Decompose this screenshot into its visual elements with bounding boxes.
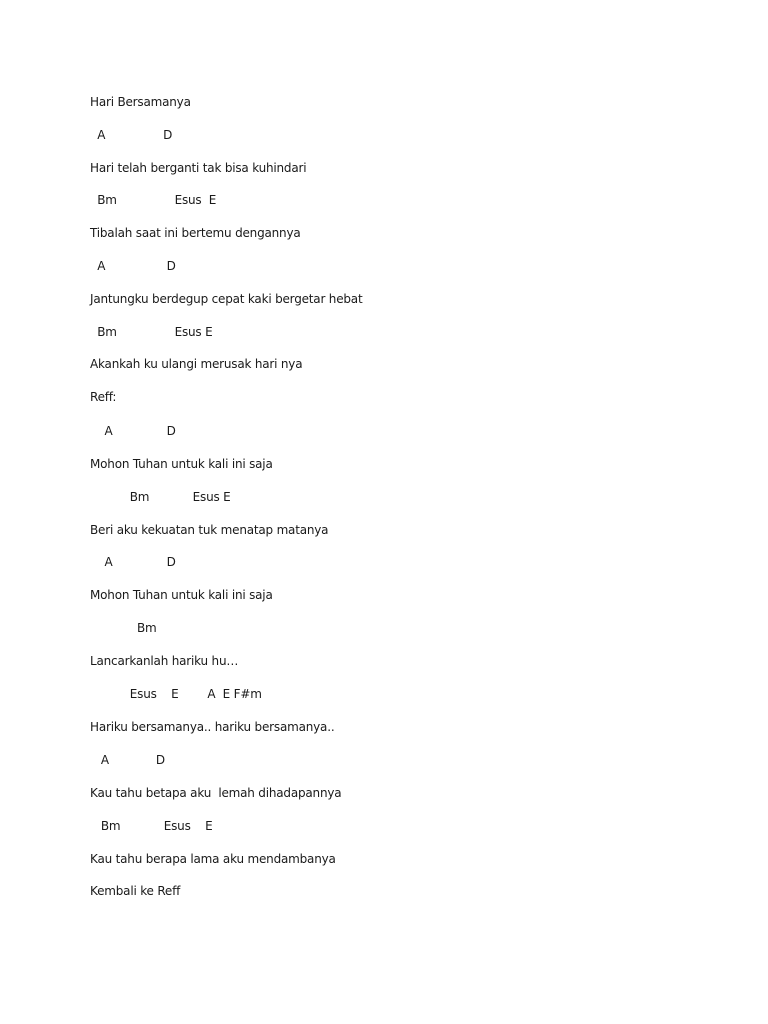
chord-line-9: Esus E A E F#m (90, 687, 262, 701)
chord-line-5: A D (90, 424, 176, 438)
lyric-line-7: Mohon Tuhan untuk kali ini saja (90, 588, 273, 602)
lyric-line-8: Lancarkanlah hariku hu… (90, 654, 239, 668)
lyric-line-3: Jantungku berdegup cepat kaki bergetar hebat (90, 292, 363, 306)
lyric-line-1: Hari telah berganti tak bisa kuhindari (90, 161, 307, 175)
lyric-line-6: Beri aku kekuatan tuk menatap matanya (90, 523, 329, 537)
lyric-line-10: Kau tahu betapa aku lemah dihadapannya (90, 786, 342, 800)
lyric-line-4: Akankah ku ulangi merusak hari nya (90, 357, 303, 371)
repeat-instruction: Kembali ke Reff (90, 884, 181, 898)
song-title: Hari Bersamanya (90, 95, 191, 109)
chord-line-7: A D (90, 555, 176, 569)
lyric-line-2: Tibalah saat ini bertemu dengannya (90, 226, 301, 240)
chord-line-2: Bm Esus E (90, 193, 217, 207)
lyric-line-5: Mohon Tuhan untuk kali ini saja (90, 457, 273, 471)
chord-line-11: Bm Esus E (90, 819, 213, 833)
chord-line-6: Bm Esus E (90, 490, 231, 504)
chord-line-8: Bm (90, 621, 157, 635)
lyric-line-9: Hariku bersamanya.. hariku bersamanya.. (90, 720, 335, 734)
section-label-reff: Reff: (90, 390, 117, 404)
chord-line-3: A D (90, 259, 176, 273)
chord-line-1: A D (90, 128, 173, 142)
chord-line-10: A D (90, 753, 165, 767)
lyric-line-11: Kau tahu berapa lama aku mendambanya (90, 852, 336, 866)
chord-line-4: Bm Esus E (90, 325, 213, 339)
